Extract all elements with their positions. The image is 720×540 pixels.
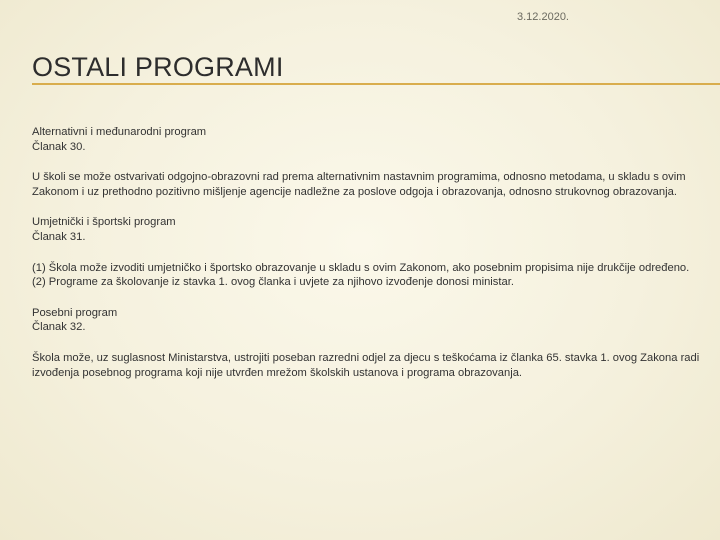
- section-heading: Posebni program: [32, 306, 118, 319]
- section-heading-block: [32, 306, 708, 335]
- article-text-block: [32, 351, 708, 380]
- article-text: Škola može, uz suglasnost Ministarstva, ustrojiti poseban razredni odjel za djecu s teškoćama iz članka 65. stavka 1. ovog Zakona radi izvođenja posebnog programa koji nije utvrđen mrežom školskih ustanova i programa obrazovanja.: [32, 351, 700, 379]
- article-text: U školi se može ostvarivati odgojno-obrazovni rad prema alternativnim nastavnim programima, odnosno metodama, u skladu s ovim Zakonom i uz prethodno pozitivno mišljenje agencije nadležne za poslove odgoja i obrazovanja, odnosno strukovnog obrazovanja.: [32, 171, 686, 198]
- article-number: Članak 30.: [32, 140, 86, 153]
- section-heading-block: [32, 125, 708, 154]
- section-heading-block: [32, 215, 708, 244]
- article-number: Članak 31.: [32, 230, 86, 243]
- section-heading: Umjetnički i športski program: [32, 216, 176, 229]
- article-text-block: [32, 170, 708, 199]
- slide-date: 3.12.2020.: [517, 11, 569, 23]
- slide-title: OSTALI PROGRAMI: [32, 52, 284, 82]
- article-text-block: [32, 261, 708, 290]
- article-paragraph-2: (2) Programe za školovanje iz stavka 1. ovog članka i uvjete za njihovo izvođenje donosi ministar.: [32, 276, 514, 289]
- section-heading: Alternativni i međunarodni program: [32, 126, 207, 138]
- article-paragraph-1: (1) Škola može izvoditi umjetničko i športsko obrazovanje u skladu s ovim Zakonom, ako posebnim propisima nije drukčije određeno.: [32, 261, 690, 274]
- title-underline: [32, 83, 720, 85]
- article-number: Članak 32.: [32, 321, 86, 334]
- slide-body: [32, 125, 708, 396]
